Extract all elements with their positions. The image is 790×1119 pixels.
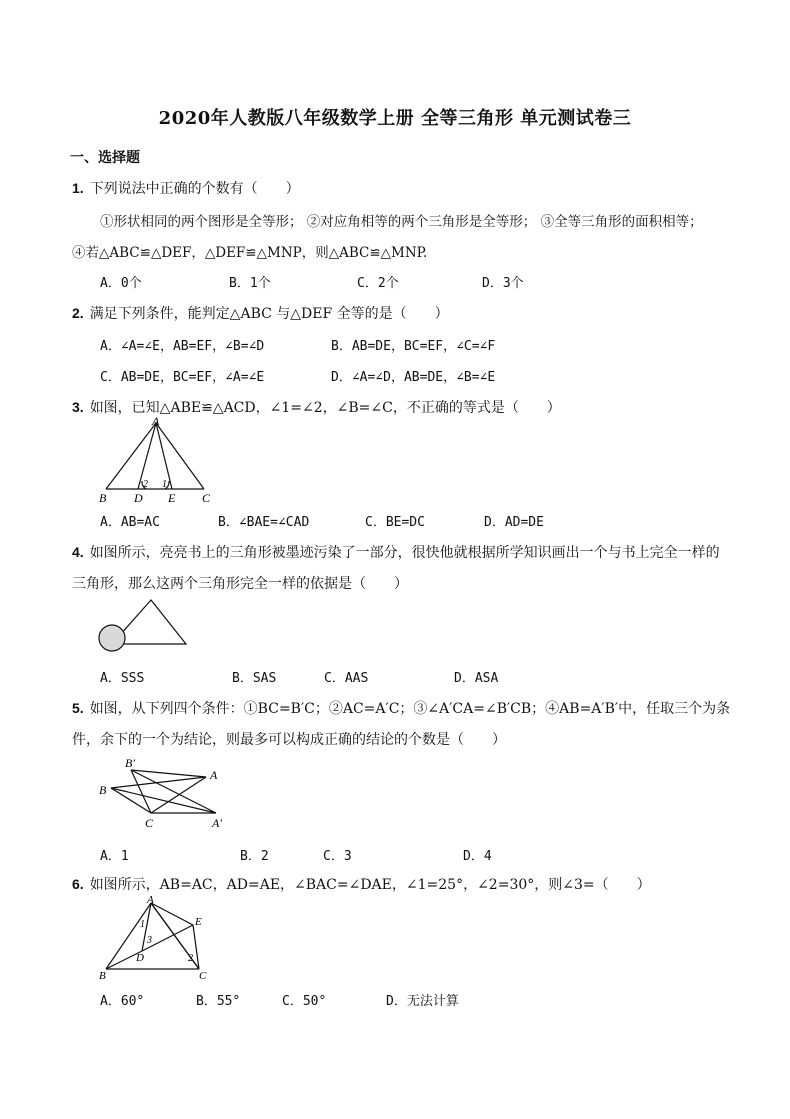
option-d: D．ASA [454,671,499,686]
ink-blot [99,625,125,651]
option-c: C．3 [323,849,352,864]
option-a: A．0个 [100,276,142,291]
angle-2-label: 2 [188,953,193,964]
question-5-figure [96,752,236,832]
label-d: D [134,491,143,505]
option-d: D．AD=DE [484,515,544,530]
label-a: A [147,894,154,906]
option-a: A．60° [100,994,145,1009]
label-b: B [99,783,107,797]
question-3-figure [96,415,220,505]
question-4-stem: 4. 如图所示，亮亮书上的三角形被墨迹污染了一部分，很快他就根据所学知识画出一个与书上完全一样的 [72,544,720,561]
option-b: B．1个 [229,276,271,291]
option-b: B．SAS [232,671,277,686]
section-heading: 一、选择题 [70,150,140,166]
option-d: D．∠A=∠D，AB=DE，∠B=∠E [331,370,496,385]
option-c: C．AAS [324,671,369,686]
question-1-line3: ④若△ABC≌△DEF，△DEF≌△MNP，则△ABC≌△MNP. [72,245,428,261]
question-6-stem: 6. 如图所示，AB=AC，AD=AE，∠BAC=∠DAE，∠1=25°，∠2=30°，则∠3=（ ） [72,876,651,893]
question-number: 6. [72,876,84,892]
option-a: A．1 [100,849,129,864]
question-3-stem: 3. 如图，已知△ABE≌△ACD，∠1=∠2，∠B=∠C，不正确的等式是（ ） [72,399,561,416]
option-a: A．AB=AC [100,515,160,530]
angle-3-label: 3 [147,935,152,946]
angle-2-label: 2 [143,479,148,490]
question-5-stem: 5. 如图，从下列四个条件：①BC=B′C；②AC=A′C；③∠A′CA=∠B′CB；④AB=A′B′中，任取三个为条 [72,700,731,717]
question-number: 3. [72,399,84,415]
option-d: D．4 [463,849,492,864]
label-c: C [202,491,211,505]
option-d: D．无法计算 [386,994,459,1009]
option-c: C．2个 [357,276,399,291]
option-c: C．BE=DC [365,515,425,530]
option-b: B．∠BAE=∠CAD [218,515,310,530]
option-c: C．AB=DE，BC=EF，∠A=∠E [100,370,265,385]
question-2-stem: 2. 满足下列条件，能判定△ABC 与△DEF 全等的是（ ） [72,305,449,322]
option-b: B．55° [196,994,241,1009]
label-c: C [145,816,154,830]
page-title: 2020年人教版八年级数学上册 全等三角形 单元测试卷三 [158,108,632,129]
question-number: 1. [72,180,84,196]
label-b-prime: B′ [125,756,135,770]
angle-1-label: 1 [140,919,145,930]
label-a-prime: A′ [212,816,222,830]
option-c: C．50° [282,994,327,1009]
question-number: 5. [72,700,84,716]
label-a: A [210,768,218,782]
label-c: C [199,970,207,982]
option-a: A．SSS [100,671,145,686]
question-5-line2: 件，余下的一个为结论，则最多可以构成正确的结论的个数是（ ） [72,732,506,748]
option-b: B．2 [240,849,269,864]
angle-1-label: 1 [162,479,167,490]
label-d: D [136,952,144,964]
question-number: 2. [72,305,84,321]
option-a: A．∠A=∠E，AB=EF，∠B=∠D [100,339,265,354]
question-1-stem: 1. 下列说法中正确的个数有（ ） [72,180,300,197]
label-e: E [168,491,176,505]
question-6-figure [96,893,220,985]
option-d: D．3个 [482,276,524,291]
question-number: 4. [72,544,84,560]
label-b: B [99,491,107,505]
label-b: B [99,970,106,982]
label-e: E [195,916,202,928]
question-4-figure [96,594,191,656]
question-1-line2: ①形状相同的两个图形是全等形； ②对应角相等的两个三角形是全等形； ③全等三角形的面积相等； [100,214,703,230]
option-b: B．AB=DE，BC=EF，∠C=∠F [331,339,496,354]
label-a: A [152,415,160,428]
question-4-line2: 三角形，那么这两个三角形完全一样的依据是（ ） [72,576,408,592]
